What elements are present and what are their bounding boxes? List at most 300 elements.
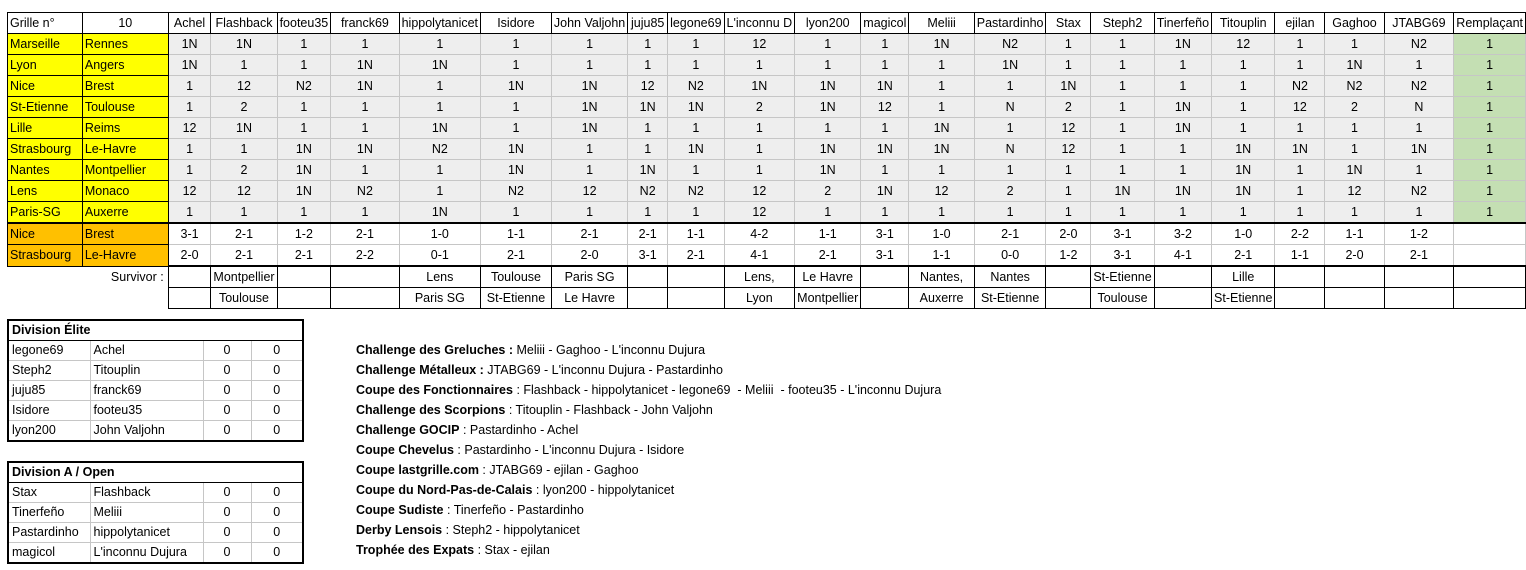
pick-cell: 1	[481, 34, 552, 55]
pick-cell: 1	[974, 160, 1046, 181]
pick-cell: 1N	[1154, 181, 1211, 202]
score-cell: 1-1	[668, 223, 724, 245]
substitute-pick: 1	[1454, 55, 1526, 76]
pick-cell: 1	[331, 97, 399, 118]
pick-cell: 1	[1046, 34, 1091, 55]
pick-cell: 1	[628, 139, 668, 160]
grid-title: Grille n°	[8, 13, 83, 34]
division-matchup-row	[8, 421, 303, 442]
division-matchup-row	[8, 381, 303, 401]
survivor-cell: Auxerre	[909, 288, 974, 309]
home-team: Lens	[8, 181, 83, 202]
pick-cell: 1N	[481, 76, 552, 97]
survivor-cell: Paris SG	[399, 288, 480, 309]
pick-cell: 12	[168, 118, 211, 139]
survivor-cell	[1384, 266, 1454, 288]
pick-cell: 1N	[481, 139, 552, 160]
pick-cell: 1	[974, 202, 1046, 224]
pick-cell: 1	[1384, 160, 1454, 181]
away-team: Reims	[82, 118, 168, 139]
survivor-cell: Montpellier	[211, 266, 277, 288]
score-a: 0	[203, 503, 251, 523]
score-a: 0	[203, 483, 251, 503]
pick-cell: 1	[909, 55, 974, 76]
score-a: 0	[203, 421, 251, 442]
score-cell: 4-1	[724, 245, 795, 267]
challenge-name: Coupe Sudiste	[356, 503, 444, 517]
pick-cell: 1	[481, 55, 552, 76]
pick-cell: 1	[1275, 55, 1325, 76]
pick-cell: 1	[1325, 139, 1384, 160]
pick-cell: 1	[1154, 76, 1211, 97]
pick-cell: N	[974, 139, 1046, 160]
challenge-members: : Stax - ejilan	[474, 543, 550, 557]
score-b: 0	[251, 421, 303, 442]
survivor-cell	[1046, 266, 1091, 288]
pick-cell: 1	[277, 55, 331, 76]
pick-cell: 1	[1384, 202, 1454, 224]
score-a: 0	[203, 401, 251, 421]
pick-cell: 1	[668, 160, 724, 181]
pick-cell: 12	[861, 97, 909, 118]
match-row	[8, 160, 1526, 181]
grid-header-row	[8, 13, 1526, 34]
score-cell: 2-2	[1275, 223, 1325, 245]
pick-cell: 1	[1091, 55, 1154, 76]
pick-cell: 1	[331, 118, 399, 139]
pick-cell: 1	[168, 160, 211, 181]
pick-cell: 1	[211, 202, 277, 224]
survivor-cell	[168, 288, 211, 309]
pick-cell: 1	[399, 34, 480, 55]
score-b: 0	[251, 523, 303, 543]
pick-cell: 12	[211, 76, 277, 97]
pick-cell: 12	[1046, 139, 1091, 160]
pick-cell: 1	[974, 76, 1046, 97]
score-cell: 2-0	[1325, 245, 1384, 267]
pick-cell: 1	[1046, 160, 1091, 181]
pick-cell: 1	[399, 160, 480, 181]
survivor-cell: St-Etienne	[974, 288, 1046, 309]
player-header: Meliii	[909, 13, 974, 34]
challenge-name: Challenge GOCIP	[356, 423, 460, 437]
pick-cell: 1	[1275, 34, 1325, 55]
score-cell: 4-1	[1154, 245, 1211, 267]
survivor-cell	[1325, 288, 1384, 309]
pick-cell: 1N	[795, 139, 861, 160]
division-matchup-row	[8, 361, 303, 381]
pick-cell: 1	[668, 34, 724, 55]
pick-cell: 1N	[1046, 76, 1091, 97]
pick-cell: 1N	[211, 118, 277, 139]
division-title: Division A / Open	[8, 462, 303, 483]
pick-cell: 1N	[481, 160, 552, 181]
survivor-cell: Le Havre	[795, 266, 861, 288]
pick-cell: N2	[668, 76, 724, 97]
pick-cell: N	[1384, 97, 1454, 118]
challenge-line	[356, 340, 941, 360]
division-matchup-row	[8, 503, 303, 523]
player-a: Tinerfeño	[8, 503, 90, 523]
pick-cell: 1N	[399, 55, 480, 76]
division-title-row	[8, 462, 303, 483]
pick-cell: 1	[795, 118, 861, 139]
score-cell: 1-0	[909, 223, 974, 245]
pick-cell: 12	[724, 202, 795, 224]
pick-cell: 1	[909, 97, 974, 118]
survivor-cell	[861, 266, 909, 288]
player-a: Isidore	[8, 401, 90, 421]
survivor-cell	[1275, 288, 1325, 309]
pick-cell: 1N	[1154, 34, 1211, 55]
pick-cell: 1	[628, 202, 668, 224]
player-a: legone69	[8, 341, 90, 361]
pick-cell: 1N	[795, 97, 861, 118]
challenge-members: : JTABG69 - ejilan - Gaghoo	[478, 463, 639, 477]
match-row	[8, 139, 1526, 160]
pick-cell: 1	[399, 76, 480, 97]
survivor-cell	[331, 266, 399, 288]
substitute-survivor	[1454, 288, 1526, 309]
pick-cell: 1N	[1212, 139, 1275, 160]
survivor-cell: Montpellier	[795, 288, 861, 309]
pick-cell: 1N	[1091, 181, 1154, 202]
pick-cell: 2	[1046, 97, 1091, 118]
pick-cell: 12	[1212, 34, 1275, 55]
home-team: Lyon	[8, 55, 83, 76]
pick-cell: 1	[795, 34, 861, 55]
home-team: Nice	[8, 76, 83, 97]
player-b: Achel	[90, 341, 203, 361]
player-header: ejilan	[1275, 13, 1325, 34]
pick-cell: 1	[1325, 202, 1384, 224]
challenge-line	[356, 460, 941, 480]
challenge-members: Meliii - Gaghoo - L'inconnu Dujura	[513, 343, 706, 357]
challenge-members: : Pastardinho - Achel	[459, 423, 579, 437]
player-b: Titouplin	[90, 361, 203, 381]
score-b: 0	[251, 503, 303, 523]
score-cell: 2-2	[331, 245, 399, 267]
prediction-grid	[7, 12, 1526, 309]
pick-cell: N2	[277, 76, 331, 97]
challenge-line	[356, 440, 941, 460]
match-row	[8, 202, 1526, 224]
pick-cell: 1	[1275, 118, 1325, 139]
pick-cell: N2	[481, 181, 552, 202]
player-a: Stax	[8, 483, 90, 503]
survivor-cell	[1275, 266, 1325, 288]
score-cell: 3-1	[861, 245, 909, 267]
player-b: footeu35	[90, 401, 203, 421]
pick-cell: 1N	[168, 55, 211, 76]
pick-cell: 1	[909, 76, 974, 97]
score-cell: 2-1	[1384, 245, 1454, 267]
player-header: Tinerfeño	[1154, 13, 1211, 34]
player-header: Steph2	[1091, 13, 1154, 34]
survivor-cell: Nantes	[974, 266, 1046, 288]
challenge-line	[356, 480, 941, 500]
pick-cell: 1N	[909, 118, 974, 139]
substitute-pick: 1	[1454, 34, 1526, 55]
pick-cell: 1	[861, 118, 909, 139]
score-cell: 2-0	[1046, 223, 1091, 245]
survivor-cell: Paris SG	[551, 266, 627, 288]
survivor-cell: St-Etienne	[481, 288, 552, 309]
player-header: franck69	[331, 13, 399, 34]
score-b: 0	[251, 401, 303, 421]
away-team: Le-Havre	[82, 245, 168, 267]
substitute-header: Remplaçant	[1454, 13, 1526, 34]
pick-cell: 12	[168, 181, 211, 202]
pick-cell: 12	[211, 181, 277, 202]
player-b: John Valjohn	[90, 421, 203, 442]
home-team: Strasbourg	[8, 245, 83, 267]
pick-cell: 1	[909, 202, 974, 224]
pick-cell: 1	[861, 160, 909, 181]
pick-cell: N2	[628, 181, 668, 202]
pick-cell: 1	[331, 160, 399, 181]
pick-cell: 1	[795, 55, 861, 76]
score-cell: 2-1	[974, 223, 1046, 245]
score-cell: 3-1	[861, 223, 909, 245]
player-b: L'inconnu Dujura	[90, 543, 203, 564]
pick-cell: 2	[211, 160, 277, 181]
substitute-pick: 1	[1454, 76, 1526, 97]
player-a: magicol	[8, 543, 90, 564]
home-team: St-Etienne	[8, 97, 83, 118]
pick-cell: 1	[1091, 34, 1154, 55]
score-cell: 2-1	[551, 223, 627, 245]
pick-cell: 12	[909, 181, 974, 202]
survivor-cell: Lyon	[724, 288, 795, 309]
survivor-cell: St-Etienne	[1091, 266, 1154, 288]
pick-cell: N2	[1275, 76, 1325, 97]
pick-cell: 1	[668, 202, 724, 224]
survivor-cell: Toulouse	[1091, 288, 1154, 309]
survivor-cell	[168, 266, 211, 288]
pick-cell: 1N	[795, 160, 861, 181]
player-header: Achel	[168, 13, 211, 34]
division-matchup-row	[8, 401, 303, 421]
pick-cell: 1N	[1212, 181, 1275, 202]
challenge-name: Coupe Chevelus	[356, 443, 454, 457]
score-cell: 0-1	[399, 245, 480, 267]
player-b: franck69	[90, 381, 203, 401]
pick-cell: 12	[724, 181, 795, 202]
player-header: L'inconnu D	[724, 13, 795, 34]
division-matchup-row	[8, 483, 303, 503]
pick-cell: 1	[1212, 118, 1275, 139]
score-cell: 2-1	[795, 245, 861, 267]
score-cell: 3-1	[1091, 245, 1154, 267]
pick-cell: 1	[1091, 118, 1154, 139]
challenge-line	[356, 500, 941, 520]
pick-cell: 1N	[1325, 55, 1384, 76]
home-team: Strasbourg	[8, 139, 83, 160]
player-header: Pastardinho	[974, 13, 1046, 34]
pick-cell: 1	[551, 34, 627, 55]
score-cell: 4-2	[724, 223, 795, 245]
challenge-name: Coupe du Nord-Pas-de-Calais	[356, 483, 533, 497]
pick-cell: 12	[551, 181, 627, 202]
pick-cell: 1N	[628, 97, 668, 118]
challenge-members: JTABG69 - L'inconnu Dujura - Pastardinho	[483, 363, 723, 377]
pick-cell: 1	[481, 202, 552, 224]
pick-cell: 1	[628, 55, 668, 76]
pick-cell: 1	[1275, 160, 1325, 181]
pick-cell: 1	[1154, 139, 1211, 160]
pick-cell: 1	[1212, 97, 1275, 118]
score-a: 0	[203, 543, 251, 564]
away-team: Montpellier	[82, 160, 168, 181]
score-cell: 3-2	[1154, 223, 1211, 245]
challenge-line	[356, 380, 941, 400]
pick-cell: 2	[974, 181, 1046, 202]
pick-cell: 1	[277, 97, 331, 118]
pick-cell: 1	[551, 202, 627, 224]
player-header: JTABG69	[1384, 13, 1454, 34]
pick-cell: 1N	[909, 139, 974, 160]
away-team: Auxerre	[82, 202, 168, 224]
pick-cell: 1	[277, 34, 331, 55]
score-cell: 1-1	[1275, 245, 1325, 267]
blank-cell	[8, 266, 83, 288]
player-header: magicol	[861, 13, 909, 34]
pick-cell: N2	[1325, 76, 1384, 97]
pick-cell: 1	[168, 139, 211, 160]
score-b: 0	[251, 543, 303, 564]
player-header: juju85	[628, 13, 668, 34]
pick-cell: 1N	[861, 76, 909, 97]
pick-cell: 2	[724, 97, 795, 118]
pick-cell: 1	[1154, 55, 1211, 76]
score-cell: 2-1	[481, 245, 552, 267]
pick-cell: 1	[668, 118, 724, 139]
pick-cell: 1	[724, 118, 795, 139]
pick-cell: 1	[724, 160, 795, 181]
match-row	[8, 97, 1526, 118]
score-cell: 1-1	[795, 223, 861, 245]
player-header: John Valjohn	[551, 13, 627, 34]
match-row	[8, 34, 1526, 55]
pick-cell: 1N	[724, 76, 795, 97]
pick-cell: 1	[1275, 181, 1325, 202]
away-team: Rennes	[82, 34, 168, 55]
player-a: Steph2	[8, 361, 90, 381]
survivor-cell	[1154, 266, 1211, 288]
pick-cell: 2	[1325, 97, 1384, 118]
pick-cell: 1N	[861, 139, 909, 160]
pick-cell: 2	[211, 97, 277, 118]
pick-cell: 1	[168, 97, 211, 118]
pick-cell: 1	[1091, 160, 1154, 181]
division-matchup-row	[8, 543, 303, 564]
away-team: Brest	[82, 223, 168, 245]
match-row	[8, 181, 1526, 202]
pick-cell: 1N	[277, 139, 331, 160]
score-cell: 0-0	[974, 245, 1046, 267]
score-cell: 1-1	[909, 245, 974, 267]
player-b: Meliii	[90, 503, 203, 523]
pick-cell: 1N	[331, 139, 399, 160]
division-title: Division Élite	[8, 320, 303, 341]
pick-cell: 1N	[399, 118, 480, 139]
survivor-cell: Nantes,	[909, 266, 974, 288]
match-row	[8, 76, 1526, 97]
challenge-name: Trophée des Expats	[356, 543, 475, 557]
player-header: footeu35	[277, 13, 331, 34]
score-b: 0	[251, 341, 303, 361]
substitute-pick: 1	[1454, 181, 1526, 202]
blank-cell	[8, 288, 83, 309]
survivor-row	[8, 266, 1526, 288]
player-a: lyon200	[8, 421, 90, 442]
pick-cell: 1	[1046, 181, 1091, 202]
home-team: Marseille	[8, 34, 83, 55]
pick-cell: 1N	[551, 97, 627, 118]
survivor-cell	[668, 266, 724, 288]
score-b: 0	[251, 381, 303, 401]
score-cell: 3-1	[168, 223, 211, 245]
pick-cell: 1	[668, 55, 724, 76]
survivor-cell	[1154, 288, 1211, 309]
player-header: Flashback	[211, 13, 277, 34]
pick-cell: 1	[551, 55, 627, 76]
survivor-cell: Lens,	[724, 266, 795, 288]
challenge-line	[356, 520, 941, 540]
pick-cell: 1	[331, 34, 399, 55]
pick-cell: 1	[1154, 160, 1211, 181]
substitute-pick: 1	[1454, 202, 1526, 224]
pick-cell: 1N	[1212, 160, 1275, 181]
pick-cell: 1	[1384, 55, 1454, 76]
survivor-label: Survivor :	[110, 270, 164, 284]
challenge-name: Challenge Métalleux :	[356, 363, 484, 377]
score-cell: 1-1	[1325, 223, 1384, 245]
challenge-name: Challenge des Greluches :	[356, 343, 513, 357]
pick-cell: 1	[628, 34, 668, 55]
score-cell: 2-0	[551, 245, 627, 267]
score-cell: 1-0	[399, 223, 480, 245]
pick-cell: 1N	[399, 202, 480, 224]
score-cell: 1-2	[277, 223, 331, 245]
substitute-survivor	[1454, 266, 1526, 288]
away-team: Toulouse	[82, 97, 168, 118]
pick-cell: 12	[724, 34, 795, 55]
player-header: legone69	[668, 13, 724, 34]
challenge-name: Coupe des Fonctionnaires	[356, 383, 513, 397]
challenge-name: Derby Lensois	[356, 523, 443, 537]
blank-cell	[82, 288, 168, 309]
score-cell: 3-1	[628, 245, 668, 267]
score-b: 0	[251, 483, 303, 503]
division-title-row	[8, 320, 303, 341]
player-header: Titouplin	[1212, 13, 1275, 34]
pick-cell: N2	[1384, 76, 1454, 97]
pick-cell: 1	[909, 160, 974, 181]
score-cell: 2-1	[211, 245, 277, 267]
score-cell: 1-1	[481, 223, 552, 245]
match-row	[8, 118, 1526, 139]
pick-cell: 1N	[168, 34, 211, 55]
pick-cell: 1N	[211, 34, 277, 55]
survivor-cell	[668, 288, 724, 309]
score-cell: 1-0	[1212, 223, 1275, 245]
pick-cell: 1N	[277, 160, 331, 181]
score-row	[8, 245, 1526, 267]
pick-cell: 1N	[1275, 139, 1325, 160]
pick-cell: 1	[1212, 202, 1275, 224]
